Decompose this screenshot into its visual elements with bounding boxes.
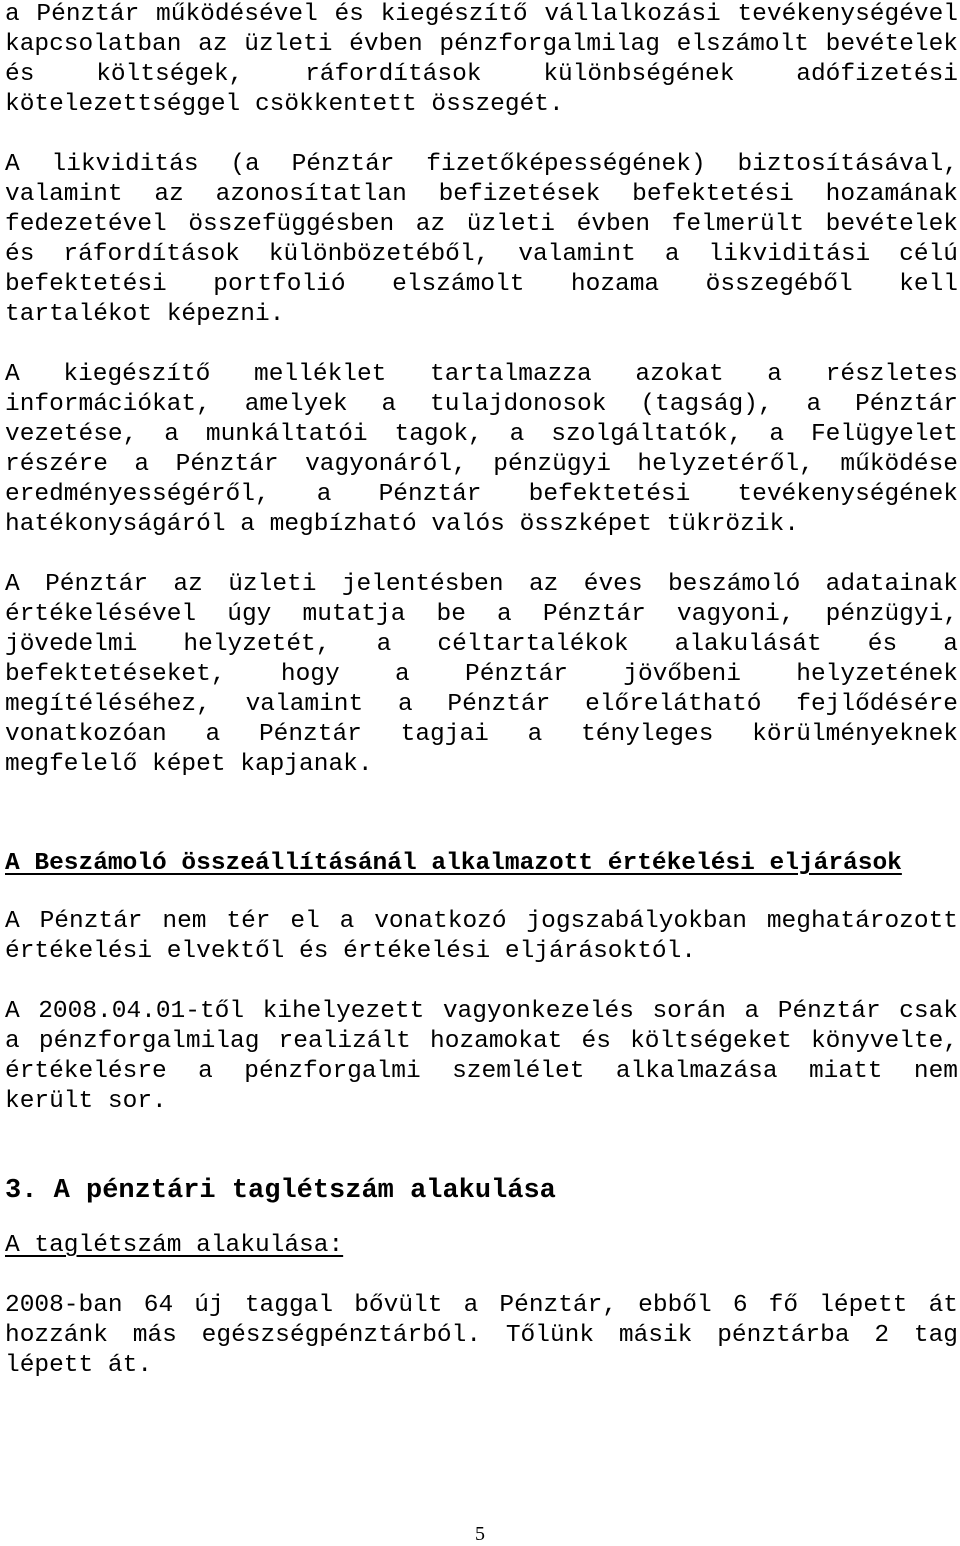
subheading-membership: A taglétszám alakulása: [5, 1232, 344, 1259]
paragraph-profit-definition: a Pénztár működésével és kiegészítő vállalkozási tevékenységével kapcsolatban az üzleti évben pénzforgalmilag elszámolt bevételek és költségek, ráfordítások különbségének adófizetési kötelezettséggel csökkentett összegét. [5, 1, 958, 118]
spacer [5, 1117, 958, 1175]
paragraph-supplementary-annex: A kiegészítő melléklet tartalmazza azokat a részletes információkat, amelyek a tulajdonosok (tagság), a Pénztár vezetése, a munkáltatói tagok, a szolgáltatók, a Felügyelet részére a Pénztár vagyonáról, pénzügyi helyzetéről, működése eredményességéről, a Pénztár befektetési tevékenységének hatékonyságáról a megbízható valós összképet tükrözik. [5, 361, 958, 538]
spacer [5, 540, 958, 570]
section-heading-valuation: A Beszámoló összeállításánál alkalmazott értékelési eljárások [5, 850, 902, 877]
paragraph-valuation-principles: A Pénztár nem tér el a vonatkozó jogszabályokban meghatározott értékelési elvektől és értékelési eljárásoktól. [5, 908, 958, 965]
paragraph-business-report: A Pénztár az üzleti jelentésben az éves beszámoló adatainak értékelésével úgy mutatja be a Pénztár vagyoni, pénzügyi, jövedelmi helyzetét, a céltartalékok alakulását és a befektetéseket, hogy a Pénztár jövőbeni helyzetének megítéléséhez, valamint a Pénztár előrelátható fejlődésére vonatkozóan a Pénztár tagjai a tényleges körülményeknek megfelelő képet kapjanak. [5, 571, 958, 778]
page-number: 5 [475, 1523, 485, 1545]
document-page [5, 0, 958, 1381]
spacer [5, 120, 958, 150]
paragraph-asset-management: A 2008.04.01-től kihelyezett vagyonkezelés során a Pénztár csak a pénzforgalmilag realizált hozamokat és költségeket könyvelte, értékelésre a pénzforgalmi szemlélet alkalmazása miatt nem került sor. [5, 998, 958, 1115]
spacer [5, 1261, 958, 1291]
spacer [5, 1207, 958, 1231]
spacer [5, 780, 958, 849]
spacer [5, 879, 958, 907]
spacer [5, 967, 958, 997]
paragraph-membership-change: 2008-ban 64 új taggal bővült a Pénztár, ebből 6 fő lépett át hozzánk más egészségpénztárból. Tőlünk másik pénztárba 2 tag lépett át. [5, 1292, 958, 1379]
spacer [5, 330, 958, 360]
section-heading-membership: 3. A pénztári taglétszám alakulása [5, 1176, 556, 1206]
paragraph-liquidity-reserve: A likviditás (a Pénztár fizetőképességének) biztosításával, valamint az azonosítatlan befizetések befektetési hozamának fedezetével összefüggésben az üzleti évben felmerült bevételek és ráfordítások különbözetéből, valamint a likviditási célú befektetési portfolió elszámolt hozama összegéből kell tartalékot képezni. [5, 151, 958, 328]
